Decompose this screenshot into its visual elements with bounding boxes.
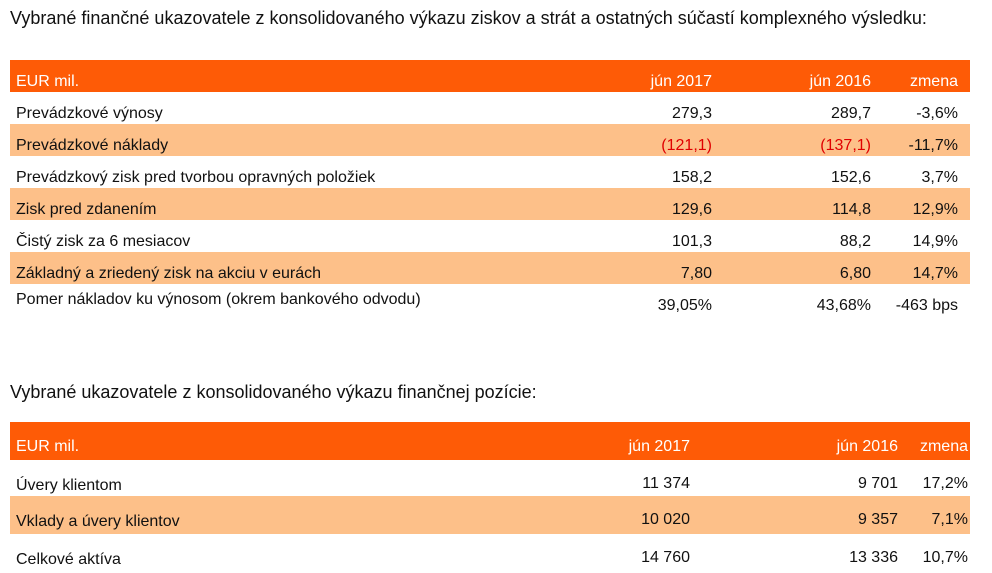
row-value-2017: 11 374 <box>642 475 690 492</box>
row-value-2017: (121,1) <box>661 137 712 154</box>
row-value-2017: 39,05% <box>657 297 712 314</box>
header-unit-label: EUR mil. <box>16 438 80 455</box>
table-row <box>10 124 970 156</box>
row-change: 14,9% <box>912 233 958 250</box>
table-row <box>10 252 970 284</box>
table-row <box>10 534 970 573</box>
row-value-2017: 158,2 <box>671 169 712 186</box>
row-value-2017: 279,3 <box>671 105 712 122</box>
row-value-2016: 6,80 <box>839 265 871 282</box>
row-value-2016: (137,1) <box>820 137 871 154</box>
row-change: 17,2% <box>922 475 968 492</box>
row-value-2016: 88,2 <box>839 233 871 250</box>
row-change: 12,9% <box>912 201 958 218</box>
table-row <box>10 460 970 496</box>
row-value-2017: 129,6 <box>671 201 712 218</box>
table-header <box>10 60 970 92</box>
header-col-jun-2016: jún 2016 <box>809 73 871 90</box>
row-value-2017: 101,3 <box>671 233 712 250</box>
header-col-change: zmena <box>919 438 968 455</box>
row-label: Prevádzkové výnosy <box>16 105 163 122</box>
row-change: 10,7% <box>922 549 968 566</box>
table-row <box>10 92 970 124</box>
row-change: 7,1% <box>931 511 968 528</box>
row-label: Prevádzkový zisk pred tvorbou opravných položiek <box>16 169 376 186</box>
header-unit-label: EUR mil. <box>16 73 80 90</box>
row-value-2016: 13 336 <box>849 549 898 566</box>
row-value-2016: 152,6 <box>830 169 871 186</box>
table-row <box>10 156 970 188</box>
row-label: Prevádzkové náklady <box>16 137 169 154</box>
header-col-jun-2016: jún 2016 <box>836 438 898 455</box>
row-value-2016: 9 357 <box>857 511 898 528</box>
header-col-change: zmena <box>909 73 958 90</box>
table-row <box>10 284 970 320</box>
row-label: Úvery klientom <box>16 477 122 494</box>
row-label: Celkové aktíva <box>16 551 121 568</box>
table-header <box>10 422 970 460</box>
row-label: Pomer nákladov ku výnosom (okrem bankového odvodu) <box>16 291 421 308</box>
table-row <box>10 188 970 220</box>
income-statement-title: Vybrané finančné ukazovatele z konsolidovaného výkazu ziskov a strát a ostatných súčastí komplexného výsledku: <box>10 8 927 28</box>
row-value-2016: 289,7 <box>830 105 871 122</box>
row-label: Základný a zriedený zisk na akciu v eurách <box>16 265 322 282</box>
table-row <box>10 496 970 534</box>
header-col-jun-2017: jún 2017 <box>628 438 690 455</box>
row-value-2017: 10 020 <box>641 511 690 528</box>
financial-position-title: Vybrané ukazovatele z konsolidovaného výkazu finančnej pozície: <box>10 382 537 402</box>
table-row <box>10 220 970 252</box>
row-label: Vklady a úvery klientov <box>16 513 180 530</box>
row-change: -3,6% <box>916 105 958 122</box>
row-value-2016: 114,8 <box>832 201 871 218</box>
row-change: -463 bps <box>895 297 958 314</box>
row-label: Čistý zisk za 6 mesiacov <box>16 233 191 250</box>
row-value-2016: 9 701 <box>857 475 898 492</box>
row-value-2017: 14 760 <box>641 549 690 566</box>
row-value-2016: 43,68% <box>816 297 871 314</box>
row-change: -11,7% <box>908 137 958 154</box>
row-label: Zisk pred zdanením <box>16 201 157 218</box>
row-change: 3,7% <box>921 169 958 186</box>
header-col-jun-2017: jún 2017 <box>650 73 712 90</box>
row-change: 14,7% <box>912 265 958 282</box>
row-value-2017: 7,80 <box>680 265 712 282</box>
